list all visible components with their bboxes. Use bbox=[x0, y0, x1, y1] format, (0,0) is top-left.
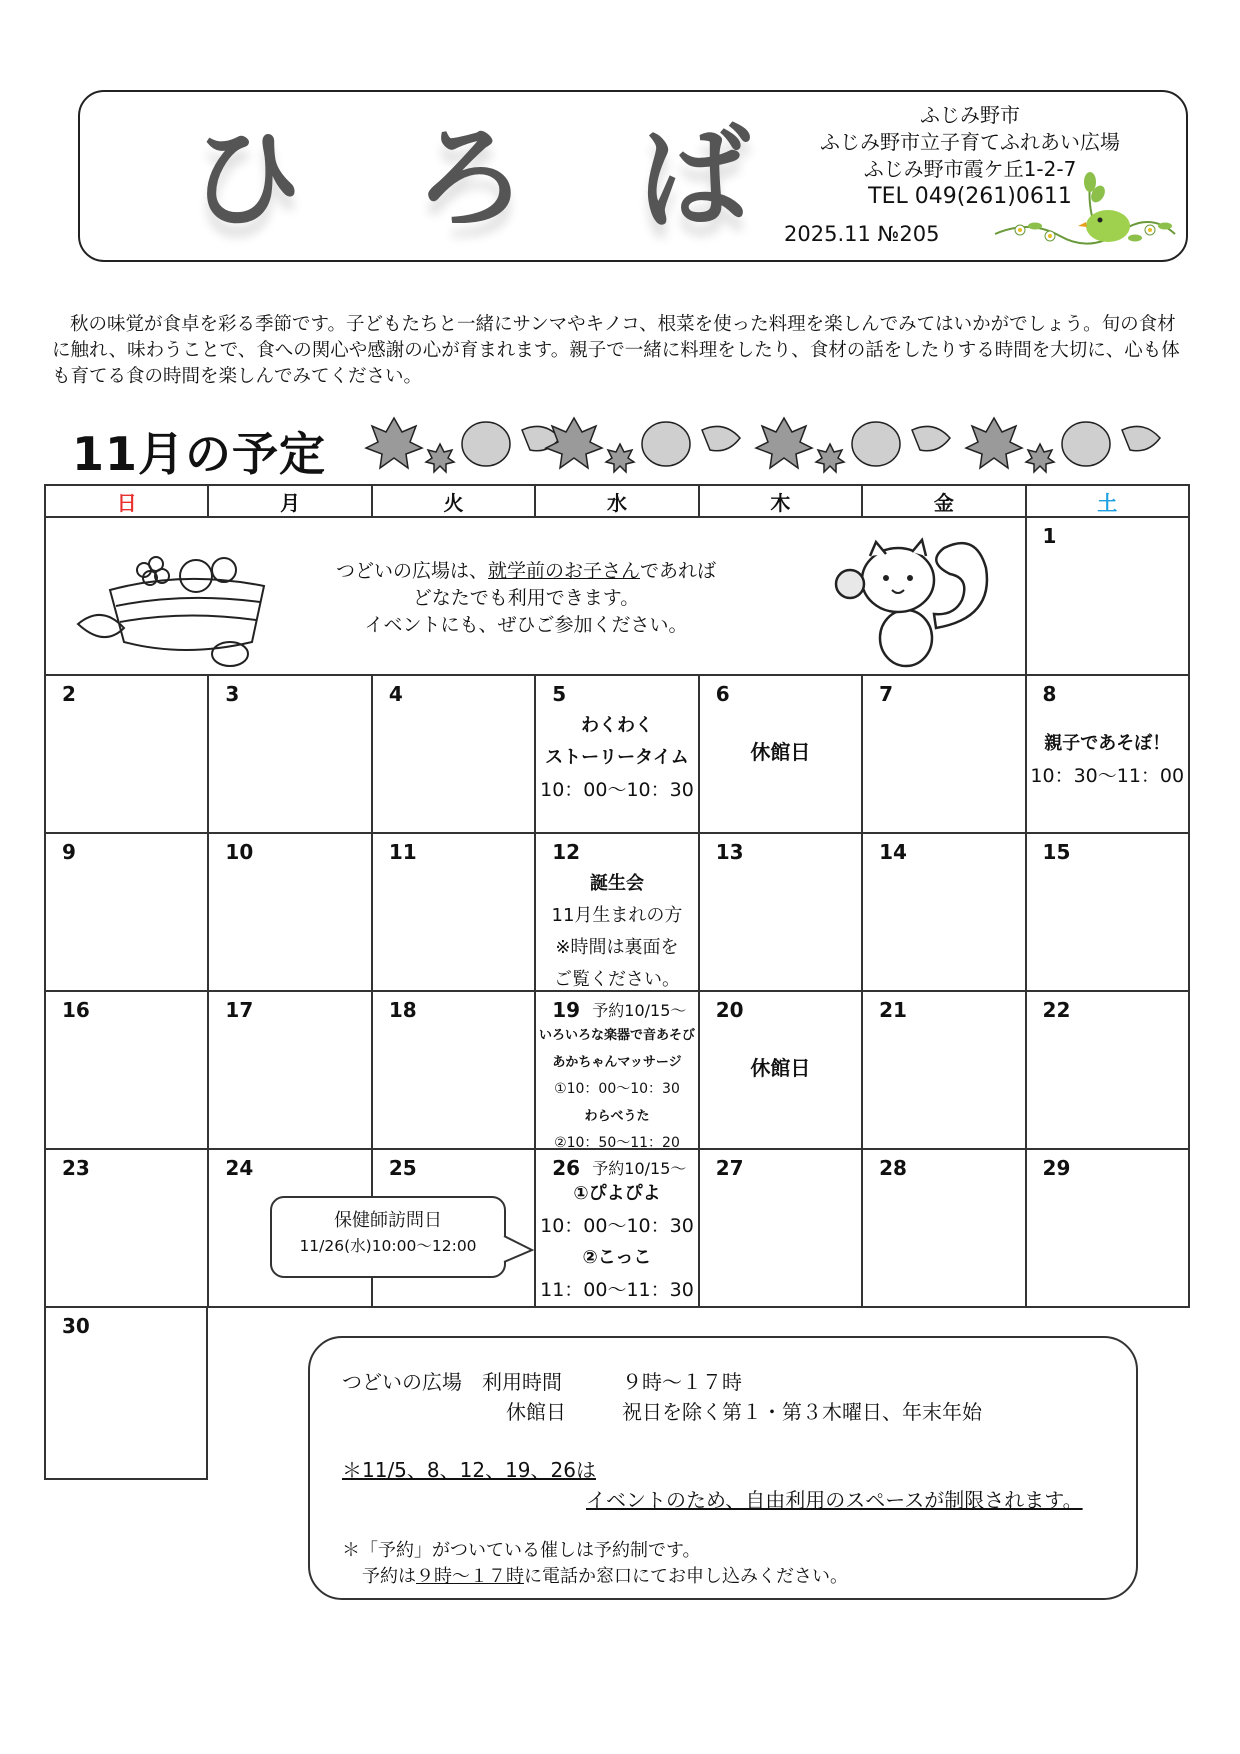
day-cell-2 bbox=[45, 675, 208, 833]
event-title: 誕生会 bbox=[589, 873, 644, 894]
day-cell-23 bbox=[45, 1149, 208, 1307]
weekday-fri: 金 bbox=[862, 485, 1025, 517]
howto-pre: 予約は bbox=[362, 1566, 416, 1587]
event-birthday-party bbox=[536, 868, 697, 996]
day-cell-21 bbox=[862, 991, 1025, 1149]
day-cell-27 bbox=[699, 1149, 862, 1307]
day-number: 25 bbox=[388, 1156, 417, 1180]
weekday-sun: 日 bbox=[45, 485, 208, 517]
info-hours-value: ９時～１７時 bbox=[622, 1370, 742, 1394]
day-number: 28 bbox=[879, 1156, 907, 1180]
event-time: 10：00～10：30 bbox=[540, 779, 694, 801]
org-tel: TEL 049(261)0611 bbox=[868, 184, 1072, 209]
day-number: 1 bbox=[1042, 524, 1057, 548]
banner-line-1-underline: 就学前のお子さん bbox=[487, 560, 640, 582]
day-cell-14 bbox=[862, 833, 1025, 991]
newsletter-title bbox=[190, 114, 750, 244]
event-title-3: わらべうた bbox=[584, 1109, 650, 1124]
event-time: 10：30～11：00 bbox=[1030, 765, 1185, 787]
day-number: 18 bbox=[388, 998, 417, 1022]
issue-number: 2025.11 №205 bbox=[784, 222, 940, 246]
event-title: 親子であそぼ！ bbox=[1044, 733, 1171, 754]
usage-info-box bbox=[308, 1336, 1138, 1600]
day-cell-15 bbox=[1026, 833, 1189, 991]
title-char-ro: ろ bbox=[414, 114, 526, 244]
day-number: 29 bbox=[1042, 1156, 1071, 1180]
day-cell-19 bbox=[535, 991, 698, 1149]
day-cell-12 bbox=[535, 833, 698, 991]
day-cell-20 bbox=[699, 991, 862, 1149]
weekday-wed: 水 bbox=[535, 485, 698, 517]
day-number: 23 bbox=[62, 1156, 90, 1180]
day-number: 8 bbox=[1042, 682, 1057, 706]
autumn-leaves-icon bbox=[364, 408, 1184, 478]
event-title-1: ①ぴよぴよ bbox=[573, 1183, 661, 1204]
day-number: 26 bbox=[552, 1156, 581, 1180]
squirrel-icon bbox=[826, 528, 996, 668]
reservation-note: 予約10/15～ bbox=[592, 1159, 687, 1178]
day-number: 24 bbox=[225, 1156, 254, 1180]
event-story-time bbox=[536, 710, 697, 806]
event-title-2: あかちゃんマッサージ bbox=[552, 1055, 682, 1070]
event-time-1: 10：00～10：30 bbox=[540, 1215, 694, 1237]
banner-line-1-post: であれば bbox=[640, 560, 717, 582]
info-closed-value: 祝日を除く第１・第３木曜日、年末年始 bbox=[622, 1400, 982, 1424]
weekday-mon: 月 bbox=[208, 485, 371, 517]
header-box bbox=[78, 90, 1188, 262]
day-cell-26 bbox=[535, 1149, 698, 1307]
day-cell-18 bbox=[372, 991, 535, 1149]
banner-line-1-pre: つどいの広場は、 bbox=[335, 560, 488, 582]
bubble-title: 保健師訪問日 bbox=[334, 1210, 442, 1231]
welcome-banner bbox=[45, 517, 1026, 675]
org-address: ふじみ野市霞ケ丘1-2-7 bbox=[863, 157, 1077, 181]
day-cell-8 bbox=[1026, 675, 1189, 833]
day-cell-9 bbox=[45, 833, 208, 991]
day-cell-30 bbox=[44, 1308, 208, 1480]
info-event-restriction: イベントのため、自由利用のスペースが制限されます。 bbox=[586, 1488, 1083, 1512]
day-number: 19 bbox=[552, 998, 581, 1022]
day-cell-28 bbox=[862, 1149, 1025, 1307]
bird-vine-icon bbox=[990, 164, 1180, 256]
info-hours-label: つどいの広場 利用時間 bbox=[342, 1370, 562, 1394]
howto-hours: ９時～１７時 bbox=[416, 1566, 524, 1587]
event-title-line-2: ストーリータイム bbox=[545, 747, 689, 768]
day-cell-5 bbox=[535, 675, 698, 833]
event-title-2: ②こっこ bbox=[582, 1247, 652, 1268]
day-number: 4 bbox=[388, 682, 403, 706]
event-time-2: 11：00～11：30 bbox=[540, 1279, 694, 1301]
day-cell-11 bbox=[372, 833, 535, 991]
day-number: 20 bbox=[715, 998, 744, 1022]
day-cell-17 bbox=[208, 991, 371, 1149]
title-char-hi: ひ bbox=[190, 114, 302, 244]
day-cell-7 bbox=[862, 675, 1025, 833]
banner-line-2: どなたでも利用できます。 bbox=[412, 587, 640, 609]
bubble-pointer-icon bbox=[496, 1232, 536, 1272]
calendar-week-1 bbox=[45, 517, 1189, 675]
day-number: 5 bbox=[552, 682, 567, 706]
calendar-week-2 bbox=[45, 675, 1189, 833]
event-note-2: ※時間は裏面を bbox=[555, 937, 679, 958]
info-reservation-note: ＊「予約」がついている催しは予約制です。 bbox=[342, 1540, 701, 1561]
banner-line-3: イベントにも、ぜひご参加ください。 bbox=[364, 614, 688, 636]
calendar-week-4 bbox=[45, 991, 1189, 1149]
info-event-days: ＊11/5、8、12、19、26は bbox=[342, 1458, 596, 1482]
title-char-ba: ば bbox=[638, 114, 750, 244]
weekday-thu: 木 bbox=[699, 485, 862, 517]
day-number: 17 bbox=[225, 998, 254, 1022]
weekday-header-row bbox=[45, 485, 1189, 517]
day-cell-6 bbox=[699, 675, 862, 833]
bubble-datetime: 11/26(水)10:00～12:00 bbox=[299, 1237, 477, 1255]
event-note-3: ご覧ください。 bbox=[553, 969, 680, 990]
reservation-note: 予約10/15～ bbox=[592, 1001, 687, 1020]
event-time-1: ①10：00～10：30 bbox=[554, 1081, 680, 1097]
day-number: 22 bbox=[1042, 998, 1071, 1022]
calendar-table bbox=[44, 484, 1190, 1308]
info-reservation-howto bbox=[362, 1562, 848, 1588]
calendar-week-3 bbox=[45, 833, 1189, 991]
info-closed-label: 休館日 bbox=[506, 1400, 566, 1424]
day-cell-4 bbox=[372, 675, 535, 833]
howto-post: に電話か窓口にてお申し込みください。 bbox=[524, 1566, 848, 1587]
event-title-1: いろいろな楽器で音あそび bbox=[538, 1028, 695, 1043]
event-time-2: ②10：50～11：20 bbox=[554, 1135, 680, 1151]
day-cell-22 bbox=[1026, 991, 1189, 1149]
intro-paragraph: 秋の味覚が食卓を彩る季節です。子どもたちと一緒にサンマやキノコ、根菜を使った料理を楽しんでみてはいかがでしょう。旬の食材に触れ、味わうことで、食への関心や感謝の心が育まれます。親子で一緒に料理をしたり、食材の話をしたりする時間を大切に、心も体も育てる食の時間を楽しんでみてください。 bbox=[52, 314, 1180, 387]
org-city: ふじみ野市 bbox=[920, 103, 1020, 127]
closed-label: 休館日 bbox=[750, 740, 811, 764]
calendar-week-5 bbox=[45, 1149, 1189, 1307]
banner-line-1 bbox=[306, 558, 746, 585]
day-number: 12 bbox=[552, 840, 581, 864]
weekday-sat: 土 bbox=[1026, 485, 1189, 517]
event-parent-child-play bbox=[1027, 728, 1188, 792]
closed-label: 休館日 bbox=[750, 1056, 811, 1080]
banner-message bbox=[306, 558, 746, 639]
day-number: 6 bbox=[715, 682, 730, 706]
day-cell-29 bbox=[1026, 1149, 1189, 1307]
event-title-line-1: わくわく bbox=[580, 715, 653, 736]
event-piyopiyo-kokko bbox=[536, 1178, 697, 1306]
day-number: 13 bbox=[715, 840, 744, 864]
event-note-1: 11月生まれの方 bbox=[551, 905, 683, 926]
weekday-tue: 火 bbox=[372, 485, 535, 517]
day-cell-3 bbox=[208, 675, 371, 833]
day-number: 14 bbox=[879, 840, 907, 864]
day-number: 3 bbox=[225, 682, 240, 706]
event-music-massage bbox=[536, 1022, 697, 1157]
day-cell-13 bbox=[699, 833, 862, 991]
day-number: 30 bbox=[62, 1314, 90, 1338]
day-number: 27 bbox=[715, 1156, 744, 1180]
day-number: 2 bbox=[62, 682, 76, 706]
day-cell-16 bbox=[45, 991, 208, 1149]
day-number: 7 bbox=[879, 682, 894, 706]
day-number: 10 bbox=[225, 840, 254, 864]
day-number: 15 bbox=[1042, 840, 1071, 864]
day-number: 16 bbox=[62, 998, 90, 1022]
day-cell-1 bbox=[1026, 517, 1189, 675]
day-cell-10 bbox=[208, 833, 371, 991]
day-number: 11 bbox=[388, 840, 417, 864]
fruit-basket-icon bbox=[74, 530, 274, 670]
day-number: 21 bbox=[879, 998, 907, 1022]
org-facility: ふじみ野市立子育てふれあい広場 bbox=[820, 130, 1120, 154]
schedule-title: 11月の予定 bbox=[72, 427, 327, 481]
health-nurse-visit-bubble bbox=[270, 1196, 506, 1278]
day-number: 9 bbox=[62, 840, 76, 864]
